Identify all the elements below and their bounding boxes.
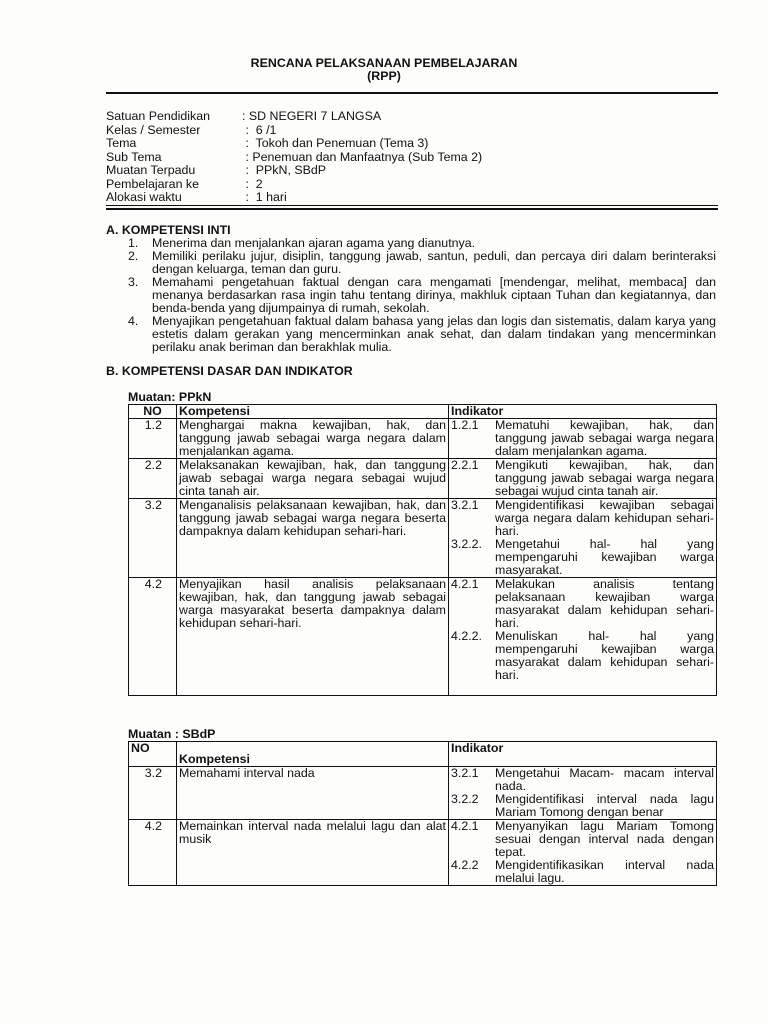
indicator-item: [451, 793, 714, 819]
indicator-text: Melakukan analisis tentang pelaksanaan kewajiban warga masyarakat dalam kehidupan sehari- hari.: [495, 577, 714, 630]
list-item-text: Menyajikan pengetahuan faktual dalam bahasa yang jelas dan logis dan sistematis, dalam karya yang estetis dalam gerakan yang mencerminkan anak sehat, dan dalam tindakan yang mencerminkan perilaku anak beriman dan berakhlak mulia.: [152, 314, 716, 354]
indicator-text: Menuliskan hal- hal yang mempengaruhi kewajiban warga masyarakat dalam kehidupan sehari- hari.: [495, 629, 714, 682]
indicator-item: [451, 578, 714, 630]
indicator-code: 2.2.1: [451, 458, 479, 472]
identity-key: Satuan Pendidikan: [106, 109, 211, 123]
indicator-item: [451, 820, 714, 859]
table-row: [129, 820, 717, 886]
indicator-code: 3.2.2.: [451, 537, 483, 551]
header-no: NO: [129, 405, 177, 419]
row-no: 4.2: [129, 820, 177, 886]
row-no: 3.2: [129, 767, 177, 820]
identity-key: Tema: [106, 136, 137, 150]
indicator-item: [451, 630, 714, 682]
row-no: 3.2: [129, 499, 177, 578]
indicator-text: Menyanyikan lagu Mariam Tomong sesuai dengan interval nada dengan tepat.: [495, 819, 714, 859]
indicator-text: Mengidentifikasi kewajiban sebagai warga negara dalam kehidupan sehari-hari.: [495, 498, 714, 538]
row-kompetensi: Memainkan interval nada melalui lagu dan alat musik: [177, 820, 449, 886]
identity-row: [106, 110, 482, 124]
identity-row: [106, 178, 482, 192]
list-item-number: 3.: [128, 275, 139, 289]
identity-row: [106, 191, 482, 205]
identity-row: [106, 137, 482, 151]
identity-value: : Penemuan dan Manfaatnya (Sub Tema 2): [242, 149, 483, 164]
sbdp-table: [128, 741, 717, 886]
identity-key: Sub Tema: [106, 149, 162, 164]
table-header-row: [129, 742, 717, 767]
header-indikator: Indikator: [449, 405, 717, 419]
indicator-item: [451, 767, 714, 793]
list-item-text: Menerima dan menjalankan ajaran agama yang dianutnya.: [152, 236, 476, 250]
indicator-text: Mematuhi kewajiban, hak, dan tanggung jawab sebagai warga negara dalam menjalankan agama.: [495, 418, 714, 458]
identity-key: Kelas / Semester: [106, 122, 201, 137]
indicator-item: [451, 538, 714, 577]
row-kompetensi: Menyajikan hasil analisis pelaksanaan kewajiban, hak, dan tanggung jawab sebagai warga masyarakat beserta dampaknya dalam kehidupan sehari-hari.: [177, 578, 449, 696]
list-item: [128, 315, 716, 354]
list-item-text: Memahami pengetahuan faktual dengan cara mengamati [mendengar, melihat, membaca] dan menanya berdasarkan rasa ingin tahu tentang dirinya, makhluk ciptaan Tuhan dan kegiatannya, dan benda-benda yang dijumpainya di rumah, sekolah.: [152, 275, 716, 315]
row-indikator: [449, 578, 717, 696]
indicator-text: Mengidentifikasikan interval nada melalui lagu.: [495, 858, 714, 885]
identity-value: : Tokoh dan Penemuan (Tema 3): [242, 136, 429, 150]
header-kompetensi: Kompetensi: [177, 742, 449, 767]
document-title: RENCANA PELAKSANAAN PEMBELAJARAN: [250, 56, 518, 70]
table-row: [129, 578, 717, 696]
indicator-text: Mengetahui Macam- macam interval nada.: [495, 766, 714, 793]
row-kompetensi: Menghargai makna kewajiban, hak, dan tanggung jawab sebagai warga negara dalam menjalankan agama.: [177, 419, 449, 459]
row-indikator: [449, 459, 717, 499]
top-rule: [106, 92, 718, 94]
list-item-number: 2.: [128, 249, 139, 263]
list-item-text: Memiliki perilaku jujur, disiplin, tanggung jawab, santun, peduli, dan percaya diri dalam berinteraksi dengan keluarga, teman dan guru.: [152, 249, 716, 276]
table-row: [129, 767, 717, 820]
indicator-text: Mengidentifikasi interval nada lagu Mariam Tomong dengan benar: [495, 792, 714, 819]
identity-value: : SD NEGERI 7 LANGSA: [242, 109, 382, 123]
indicator-code: 4.2.1: [451, 577, 479, 591]
indicator-item: [451, 459, 714, 498]
table-row: [129, 419, 717, 459]
identity-key: Alokasi waktu: [106, 190, 182, 204]
table-row: [129, 459, 717, 499]
identity-row: [106, 151, 482, 165]
table-row: [129, 499, 717, 578]
header-kompetensi: Kompetensi: [177, 405, 449, 419]
indicator-item: [451, 499, 714, 538]
list-item-number: 4.: [128, 314, 139, 328]
indicator-item: [451, 419, 714, 458]
indicator-item: [451, 859, 714, 885]
identity-value: : 2: [242, 176, 263, 191]
row-kompetensi: Menganalisis pelaksanaan kewajiban, hak, dan tanggung jawab sebagai warga negara beserta dampaknya dalam kehidupan sehari-hari.: [177, 499, 449, 578]
indicator-text: Mengikuti kewajiban, hak, dan tanggung jawab sebagai warga negara sebagai wujud cinta tanah air.: [495, 458, 714, 498]
identity-key: Muatan Terpadu: [106, 163, 196, 177]
indicator-code: 4.2.2: [451, 858, 479, 872]
section-b-heading: B. KOMPETENSI DASAR DAN INDIKATOR: [106, 364, 353, 378]
kompetensi-inti-list: [128, 237, 716, 354]
identity-key: Pembelajaran ke: [106, 176, 199, 191]
ppkn-table: [128, 404, 717, 696]
row-kompetensi: Melaksanakan kewajiban, hak, dan tanggung jawab sebagai warga negara sebagai wujud cinta tanah air.: [177, 459, 449, 499]
document-subtitle: (RPP): [367, 69, 401, 83]
indicator-code: 4.2.1: [451, 819, 479, 833]
identity-row: [106, 124, 482, 138]
indicator-code: 3.2.2: [451, 792, 479, 806]
row-indikator: [449, 767, 717, 820]
identity-value: : PPkN, SBdP: [242, 163, 327, 177]
identity-row: [106, 164, 482, 178]
header-indikator: Indikator: [449, 742, 717, 767]
double-rule-top: [106, 205, 718, 206]
table-header-row: [129, 405, 717, 419]
row-indikator: [449, 419, 717, 459]
section-a-heading: A. KOMPETENSI INTI: [106, 223, 231, 237]
header-no: NO: [129, 742, 177, 767]
row-indikator: [449, 820, 717, 886]
sbdp-label: Muatan : SBdP: [128, 727, 216, 741]
identity-value: : 6 /1: [242, 122, 277, 137]
indicator-code: 3.2.1: [451, 498, 479, 512]
identity-value: : 1 hari: [242, 190, 287, 204]
row-no: 4.2: [129, 578, 177, 696]
identity-block: [106, 110, 482, 205]
row-no: 2.2: [129, 459, 177, 499]
row-indikator: [449, 499, 717, 578]
indicator-code: 3.2.1: [451, 766, 479, 780]
list-item: [128, 276, 716, 315]
indicator-text: Mengetahui hal- hal yang mempengaruhi kewajiban warga masyarakat.: [495, 537, 714, 577]
indicator-code: 1.2.1: [451, 418, 479, 432]
list-item-number: 1.: [128, 236, 139, 250]
ppkn-label: Muatan: PPkN: [128, 390, 212, 404]
indicator-code: 4.2.2.: [451, 629, 483, 643]
double-rule-bottom: [106, 208, 718, 210]
row-no: 1.2: [129, 419, 177, 459]
row-kompetensi: Memahami interval nada: [177, 767, 449, 820]
list-item: [128, 250, 716, 276]
